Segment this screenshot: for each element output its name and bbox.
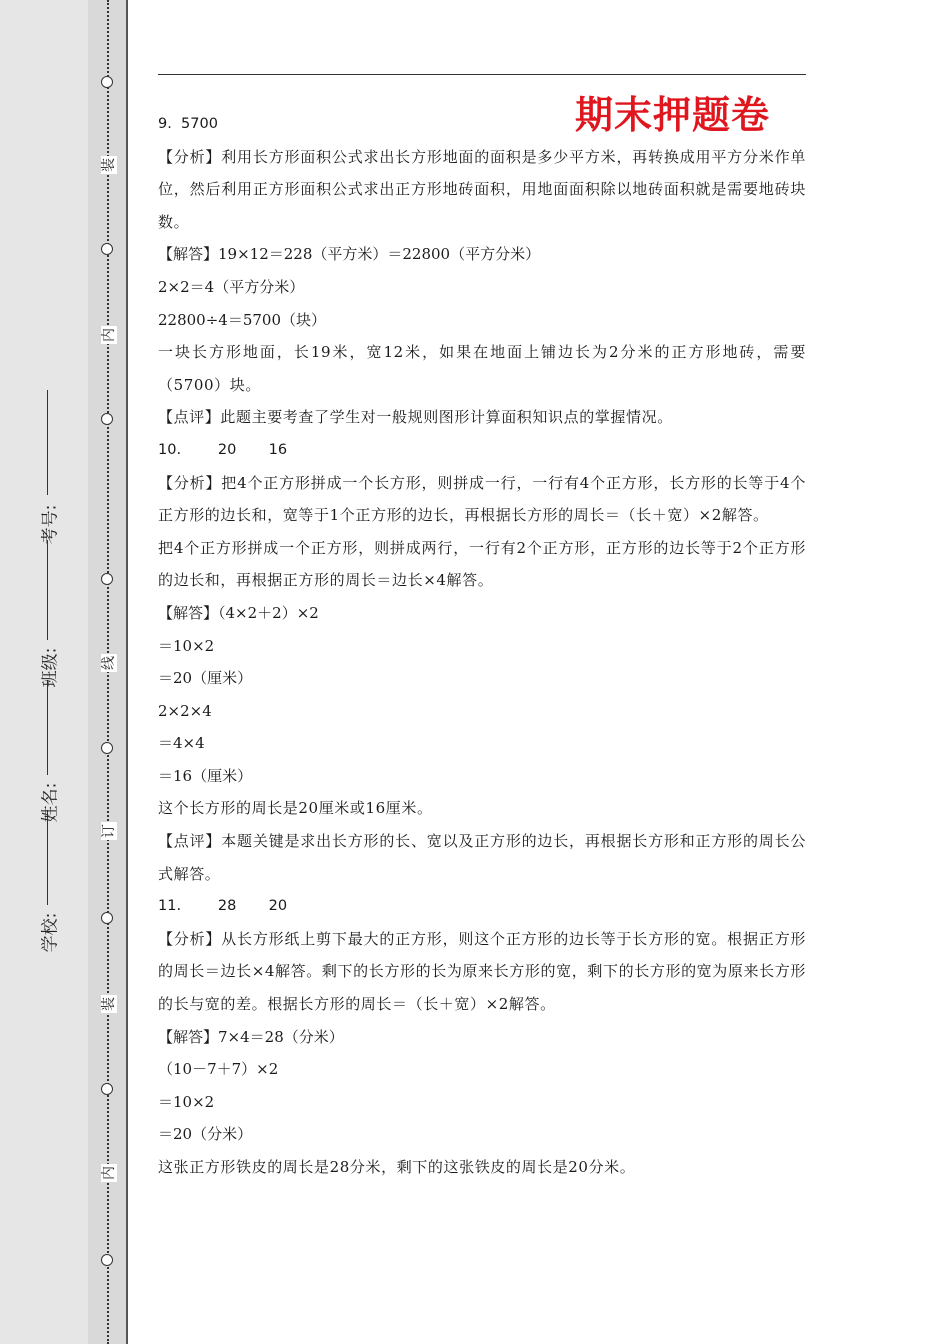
answer-text-line: 【分析】利用长方形面积公式求出长方形地面的面积是多少平方米，再转换成用平方分米作单位，然后利用正方形面积公式求出正方形地砖面积，用地面面积除以地砖面积就是需要地砖块数。 (158, 147, 806, 231)
answer-text-line: ＝10×2 (158, 636, 215, 655)
answer-text-line: 一块长方形地面，长19米，宽12米，如果在地面上铺边长为2分米的正方形地砖，需要（5700）块。 (158, 343, 806, 394)
field-label-school: 学校: (40, 912, 61, 953)
field-line-exam-number[interactable] (47, 390, 48, 495)
field-label-class: 班级: (40, 647, 61, 688)
answer-text-line: 22800÷4＝5700（块） (158, 310, 327, 329)
answer-text-line: （10－7＋7）×2 (158, 1060, 279, 1079)
binding-char: 装 (101, 158, 117, 172)
answer-text-line: ＝10×2 (158, 1092, 215, 1111)
answer-text-line: 【解答】19×12＝228（平方米）＝22800（平方分米） (158, 245, 541, 264)
answer-number-line: 9. 5700 (158, 116, 218, 132)
binding-hole (101, 413, 113, 425)
header-rule (158, 74, 806, 75)
binding-char: 装 (101, 997, 117, 1011)
binding-hole (101, 742, 113, 754)
answer-number-line: 10. 20 16 (158, 441, 288, 458)
binding-hole (101, 573, 113, 585)
answer-text-line: 【解答】7×4＝28（分米） (158, 1027, 344, 1046)
binding-char: 线 (101, 656, 117, 670)
binding-hole (101, 912, 113, 924)
binding-hole (101, 1083, 113, 1095)
answer-content (158, 108, 806, 1184)
binding-char: 订 (101, 824, 117, 838)
answer-text-line: 【点评】此题主要考查了学生对一般规则图形计算面积知识点的掌握情况。 (158, 408, 673, 427)
binding-hole (101, 76, 113, 88)
answer-text-line: 2×2×4 (158, 701, 212, 720)
answer-text-line: ＝20（分米） (158, 1125, 253, 1144)
binding-hole (101, 243, 113, 255)
exam-title-stamp: 期末押题卷 (575, 93, 771, 137)
answer-text-line: 【点评】本题关键是求出长方形的长、宽以及正方形的边长，再根据长方形和正方形的周长公式解答。 (158, 832, 806, 883)
answer-text-line: 【分析】把4个正方形拼成一个长方形，则拼成一行，一行有4个正方形，长方形的长等于4个正方形的边长和，宽等于1个正方形的边长，再根据长方形的周长＝（长＋宽）×2解答。 (158, 473, 806, 525)
answer-text-line: 2×2＝4（平方分米） (158, 277, 305, 296)
field-line-class[interactable] (47, 540, 48, 640)
binding-hole (101, 1254, 113, 1266)
answer-text-line: 【分析】从长方形纸上剪下最大的正方形，则这个正方形的边长等于长方形的宽。根据正方形的周长＝边长×4解答。剩下的长方形的长为原来长方形的宽，剩下的长方形的宽为原来长方形的长与宽的差。根据长方形的周长＝（长＋宽）×2解答。 (158, 929, 806, 1014)
field-line-name[interactable] (47, 680, 48, 775)
answer-text-line: 把4个正方形拼成一个正方形，则拼成两行，一行有2个正方形，正方形的边长等于2个正方形的边长和，再根据正方形的周长＝边长×4解答。 (158, 538, 806, 590)
answer-text-line: ＝4×4 (158, 734, 205, 753)
answer-text-line: ＝20（厘米） (158, 669, 253, 688)
answer-text-line: 这个长方形的周长是20厘米或16厘米。 (158, 799, 433, 818)
answer-text-line: 这张正方形铁皮的周长是28分米，剩下的这张铁皮的周长是20分米。 (158, 1158, 636, 1176)
field-label-name: 姓名: (40, 782, 61, 823)
binding-char: 内 (101, 328, 117, 342)
answer-text-line: ＝16（厘米） (158, 766, 253, 785)
answer-number-line: 11. 28 20 (158, 898, 288, 915)
field-line-school[interactable] (47, 810, 48, 905)
binding-char: 内 (101, 1166, 117, 1180)
answer-text-line: 【解答】（4×2＋2）×2 (158, 603, 319, 622)
binding-dotted-line (107, 0, 109, 1344)
field-label-exam-number: 考号: (40, 504, 61, 545)
